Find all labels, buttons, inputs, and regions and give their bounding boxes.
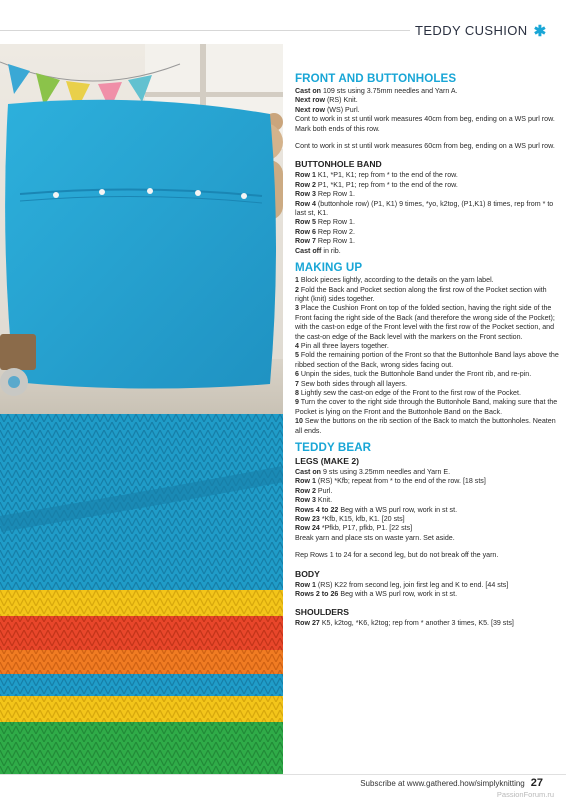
header-title: TEDDY CUSHION (415, 23, 528, 38)
front-line: Cont to work in st st until work measures 40cm from beg, ending on a WS purl row. Mark both ends of this row. (295, 115, 555, 133)
front-line: Cont to work in st st until work measures 60cm from beg, ending on a WS purl row. (295, 142, 555, 151)
front-line: Next row (WS) Purl. (295, 105, 360, 114)
heading-teddy-bear: TEDDY BEAR (295, 441, 372, 454)
cushion-photo (0, 44, 283, 414)
making-step: 7 Sew both sides through all layers. (295, 379, 407, 388)
heading-buttonhole-band: BUTTONHOLE BAND (295, 159, 382, 170)
making-step: 2 Fold the Back and Pocket section along the first row of the Pocket section with right (knit) sides together. (295, 285, 547, 303)
buttonhole-line: Row 4 (buttonhole row) (P1, K1) 9 times, *yo, k2tog, (P1,K1) 8 times, rep from * to last st, K1. (295, 199, 554, 218)
buttonhole-line: Row 2 P1, *K1, P1; rep from * to the end of the row. (295, 180, 458, 189)
knitted-stripes-photo (0, 414, 283, 774)
asterisk-icon: ✱ (533, 22, 547, 40)
buttonhole-line: Row 3 Rep Row 1. (295, 190, 355, 199)
making-step: 5 Fold the remaining portion of the Front so that the Buttonhole Band lays above the ribbed section of the Back, wrong sides facing out. (295, 351, 559, 369)
buttonhole-line: Row 7 Rep Row 1. (295, 237, 355, 246)
teddy-line: Break yarn and place sts on waste yarn. Set aside. (295, 533, 455, 542)
teddy-line: Row 23 *Kfb, K15, kfb, K1. [20 sts] (295, 515, 405, 524)
page-footer (360, 777, 543, 789)
header-rule (0, 30, 410, 31)
body-line: Rows 2 to 26 Beg with a WS purl row, work in st st. (295, 590, 458, 599)
teddy-line: Row 1 (RS) *Kfb; repeat from * to the end of the row. [18 sts] (295, 477, 486, 486)
section-header (410, 19, 566, 42)
front-line: Next row (RS) Knit. (295, 96, 358, 105)
page-number: 27 (530, 777, 543, 789)
teddy-line: Cast on 9 sts using 3.25mm needles and Yarn E. (295, 468, 451, 476)
making-step: 9 Turn the cover to the right side through the Buttonhole Band, making sure that the Pocket is lying on the Front and the Buttonhole Band on the Back. (295, 398, 558, 416)
making-step: 8 Lightly sew the cast-on edge of the Front to the first row of the Pocket. (295, 388, 521, 397)
making-step: 10 Sew the buttons on the rib section of the Back to match the buttonholes. Neaten all ends. (295, 417, 556, 435)
making-step: 3 Place the Cushion Front on top of the folded section, having the right side of the Front facing the right side of the Back (and therefore the wrong side of the Pocket); with the cast-on edge of the Front level with the first row of the Pocket section, and the cast-on edge of the Back level with the markers on the Front section. (295, 304, 555, 341)
subscribe-text: Subscribe at www.gathered.how/simplyknitting (360, 779, 525, 788)
buttonhole-line: Row 5 Rep Row 1. (295, 218, 355, 227)
making-step: 6 Unpin the sides, tuck the Buttonhole Band under the Front rib, and re-pin. (295, 370, 532, 379)
front-line: Cast on 109 sts using 3.75mm needles and Yarn A. (295, 87, 458, 95)
pattern-column (295, 72, 560, 629)
heading-shoulders: SHOULDERS (295, 607, 349, 618)
teddy-line: Row 2 Purl. (295, 486, 333, 495)
buttonhole-line: Row 6 Rep Row 2. (295, 227, 355, 236)
watermark: PassionForum.ru (496, 790, 554, 799)
teddy-line: Row 3 Knit. (295, 496, 333, 505)
making-step: 4 Pin all three layers together. (295, 341, 389, 350)
shoulders-line: Row 27 K5, k2tog, *K6, k2tog; rep from * another 3 times, K5. [39 sts] (295, 619, 514, 628)
teddy-note: Rep Rows 1 to 24 for a second leg, but do not break off the yarn. (295, 551, 499, 560)
heading-legs: LEGS (MAKE 2) (295, 456, 359, 466)
teddy-line: Row 24 *Pfkb, P17, pfkb, P1. [22 sts] (295, 524, 413, 533)
heading-front-buttonholes: FRONT AND BUTTONHOLES (295, 72, 457, 85)
teddy-line: Rows 4 to 22 Beg with a WS purl row, work in st st. (295, 505, 458, 514)
footer-rule (0, 774, 566, 775)
heading-body: BODY (295, 568, 320, 579)
making-step: 1 Block pieces lightly, according to the details on the yarn label. (295, 276, 494, 285)
body-line: Row 1 (RS) K22 from second leg, join first leg and K to end. [44 sts] (295, 580, 509, 589)
buttonhole-line: Row 1 K1, *P1, K1; rep from * to the end of the row. (295, 171, 458, 180)
buttonhole-line: Cast off in rib. (295, 246, 341, 255)
heading-making-up: MAKING UP (295, 261, 363, 275)
